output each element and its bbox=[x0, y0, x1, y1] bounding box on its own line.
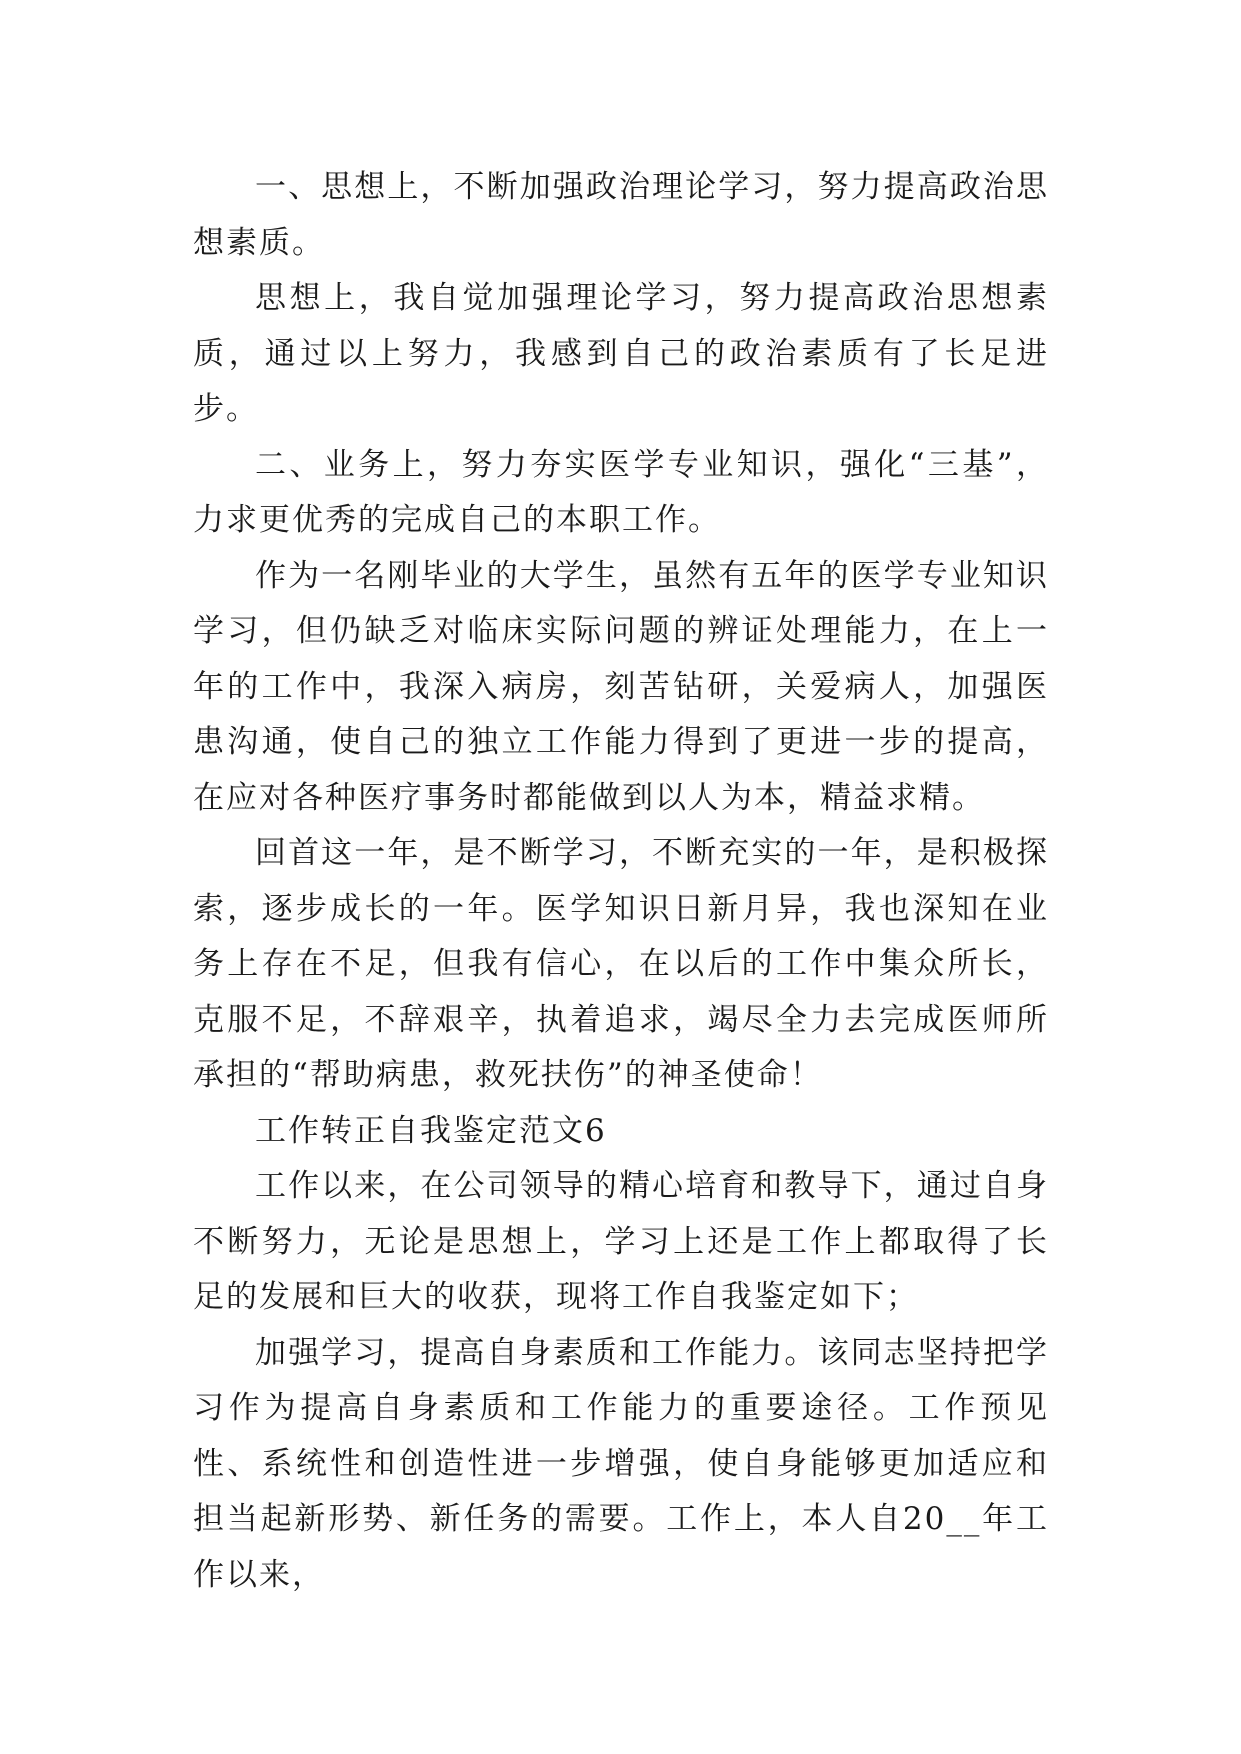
section-title: 工作转正自我鉴定范文6 bbox=[255, 1112, 607, 1149]
paragraph-intro: 工作以来，在公司领导的精心培育和教导下，通过自身不断努力，无论是思想上，学习上还是工作上都取得了长足的发展和巨大的收获，现将工作自我鉴定如下； bbox=[193, 1168, 1049, 1315]
paragraph-study: 加强学习，提高自身素质和工作能力。该同志坚持把学习作为提高自身素质和工作能力的重要途径。工作预见性、系统性和创造性进一步增强，使自身能够更加适应和担当起新形势、新任务的需要。工作上，本人自20__年工作以来， bbox=[193, 1334, 1049, 1593]
document-body bbox=[193, 160, 1049, 1603]
paragraph-business-heading: 二、业务上，努力夯实医学专业知识，强化“三基”，力求更优秀的完成自己的本职工作。 bbox=[193, 446, 1049, 538]
paragraph-business-body: 作为一名刚毕业的大学生，虽然有五年的医学专业知识学习，但仍缺乏对临床实际问题的辨证处理能力，在上一年的工作中，我深入病房，刻苦钻研，关爱病人，加强医患沟通，使自己的独立工作能力得到了更进一步的提高，在应对各种医疗事务时都能做到以人为本，精益求精。 bbox=[193, 557, 1049, 816]
paragraph-review: 回首这一年，是不断学习，不断充实的一年，是积极探索，逐步成长的一年。医学知识日新月异，我也深知在业务上存在不足，但我有信心，在以后的工作中集众所长，克服不足，不辞艰辛，执着追求，竭尽全力去完成医师所承担的“帮助病患，救死扶伤”的神圣使命！ bbox=[193, 835, 1049, 1093]
paragraph-thought-heading: 一、思想上，不断加强政治理论学习，努力提高政治思想素质。 bbox=[193, 169, 1049, 261]
paragraph-thought-body: 思想上，我自觉加强理论学习，努力提高政治思想素质，通过以上努力，我感到自己的政治素质有了长足进步。 bbox=[193, 280, 1049, 427]
